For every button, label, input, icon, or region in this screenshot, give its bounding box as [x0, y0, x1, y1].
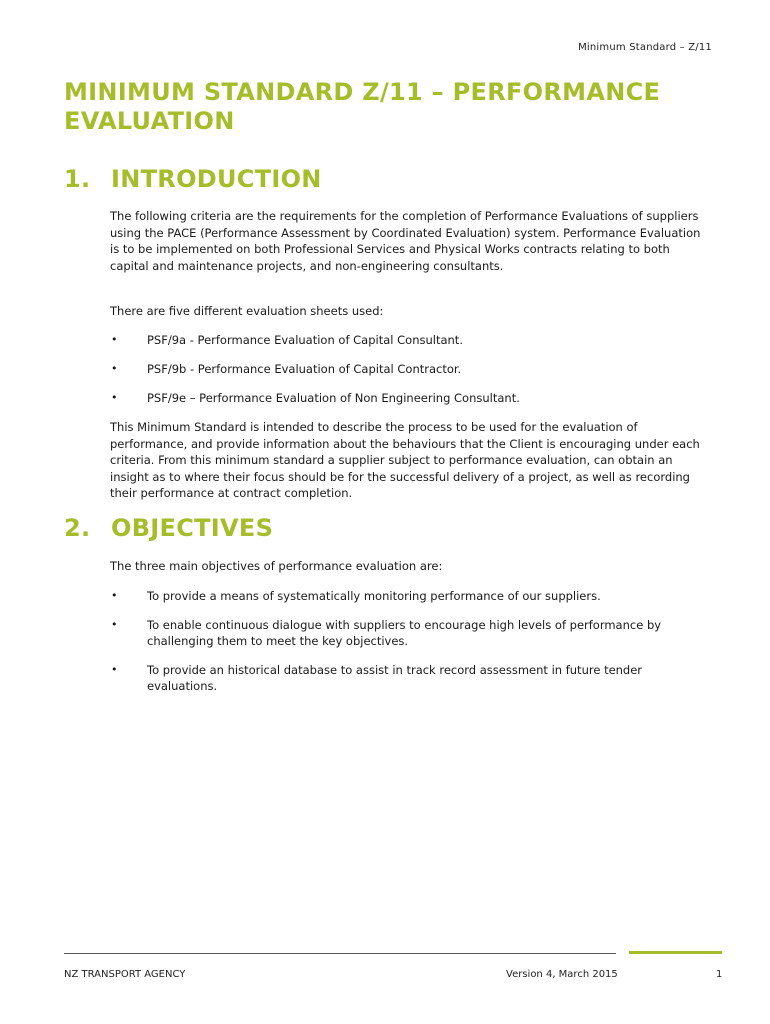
footer-divider: [64, 953, 616, 954]
list-item: [110, 617, 710, 650]
section-number: 1.: [64, 165, 91, 193]
list-item: [110, 332, 710, 349]
bullet-icon: •: [111, 333, 118, 346]
introduction-paragraph: This Minimum Standard is intended to describe the process to be used for the evaluation of performance, and provide information about the behaviours that the Client is encouraging under each criteria. From this minimum standard a supplier subject to performance evaluation, can obtain an insight as to where their focus should be for the successful delivery of a project, as well as recording their performance at contract completion.: [110, 420, 700, 500]
section-title: OBJECTIVES: [111, 514, 274, 542]
list-item: [110, 662, 710, 695]
section-number: 2.: [64, 514, 91, 542]
objectives-paragraph: The three main objectives of performance evaluation are:: [110, 559, 443, 573]
footer-version: Version 4, March 2015: [506, 969, 618, 980]
list-item: [110, 390, 710, 407]
objectives-list: [110, 588, 710, 707]
section-heading-introduction: [64, 165, 322, 194]
header-reference: Minimum Standard – Z/11: [578, 42, 712, 53]
section-heading-objectives: [64, 514, 273, 543]
list-item: [110, 361, 710, 378]
list-item-text: To enable continuous dialogue with suppliers to encourage high levels of performance by challenging them to meet the key objectives.: [147, 617, 662, 648]
section-title: INTRODUCTION: [111, 165, 322, 193]
bullet-icon: •: [111, 617, 118, 631]
evaluation-sheets-list: [110, 332, 710, 419]
footer-accent-bar: [629, 951, 722, 954]
list-item: [110, 588, 710, 605]
document-title: MINIMUM STANDARD Z/11 – PERFORMANCE EVALUATION: [64, 78, 661, 135]
list-item-text: To provide an historical database to assist in track record assessment in future tender evaluations.: [147, 662, 643, 693]
introduction-paragraph: The following criteria are the requirements for the completion of Performance Evaluations of suppliers using the PACE (Performance Assessment by Coordinated Evaluation) system. Performance Evaluation is to be implemented on both Professional Services and Physical Works contracts relating to both capital and maintenance projects, and non-engineering consultants.: [110, 209, 701, 273]
introduction-paragraph: There are five different evaluation sheets used:: [110, 304, 384, 318]
bullet-icon: •: [111, 362, 118, 375]
bullet-icon: •: [111, 391, 118, 404]
footer-organisation: NZ TRANSPORT AGENCY: [64, 969, 186, 980]
bullet-icon: •: [111, 662, 118, 676]
list-item-text: To provide a means of systematically monitoring performance of our suppliers.: [147, 589, 601, 603]
bullet-icon: •: [111, 589, 118, 602]
list-item-text: PSF/9b - Performance Evaluation of Capital Contractor.: [147, 362, 462, 376]
list-item-text: PSF/9a - Performance Evaluation of Capital Consultant.: [147, 333, 463, 347]
page-number: 1: [716, 969, 723, 980]
list-item-text: PSF/9e – Performance Evaluation of Non Engineering Consultant.: [147, 391, 520, 405]
